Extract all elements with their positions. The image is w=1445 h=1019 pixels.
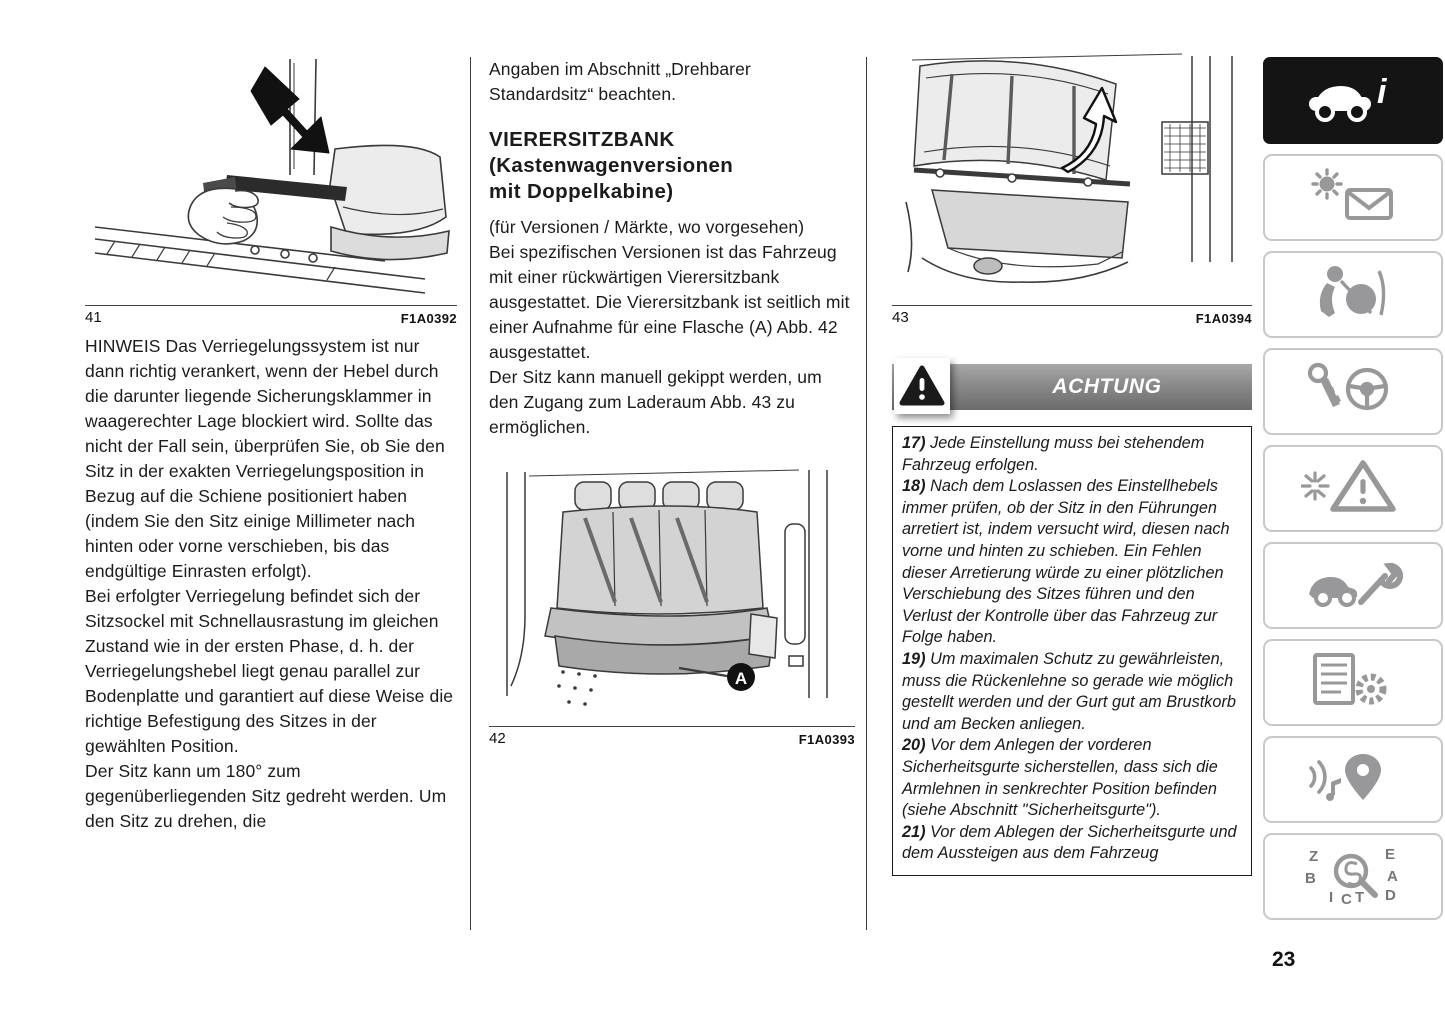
warning-item: 17) Jede Einstellung muss bei stehendem Fahrzeug erfolgen. xyxy=(902,434,1205,474)
figure-code: F1A0394 xyxy=(1195,311,1252,326)
multimedia-nav-icon xyxy=(1301,746,1405,813)
tab-multimedia xyxy=(1263,736,1443,823)
page-number: 23 xyxy=(1272,948,1296,971)
tab-technical-data xyxy=(1263,639,1443,726)
left-column xyxy=(85,57,457,834)
section-heading: VIERERSITZBANK (Kastenwagenversionen mit Doppelkabine) xyxy=(489,128,734,203)
tab-safety xyxy=(1263,251,1443,338)
tab-warning-lights xyxy=(1263,154,1443,241)
servicing-icon xyxy=(1301,552,1405,619)
figure-caption xyxy=(489,726,855,747)
right-column xyxy=(892,52,1252,876)
tab-servicing xyxy=(1263,542,1443,629)
svg-text:i: i xyxy=(1377,73,1387,111)
starting-driving-icon xyxy=(1301,358,1405,425)
paragraph: Bei erfolgter Verriegelung befindet sich der Sitzsockel mit Schnellausrastung im gleichen Zustand wie in der ersten Phase, d. h. der Verriegelungshebel liegt genau parallel zur Bodenplatte und garantiert auf diese Weise die richtige Befestigung des Sitzes in der gewählten Position. xyxy=(85,586,454,756)
warning-triangle-icon xyxy=(894,358,950,414)
paragraph: Der Sitz kann manuell gekippt werden, um den Zugang zum Laderaum Abb. 43 zu ermöglichen. xyxy=(489,367,822,437)
safety-airbag-icon xyxy=(1301,261,1405,328)
emergency-icon xyxy=(1301,455,1405,522)
warning-item: 18) Nach dem Loslassen des Einstellhebels immer prüfen, ob der Sitz in den Führungen arretiert ist, indem versucht wird, diesen nach vorne und hinten zu schieben. Ein Fehlen dieser Arretierung würde zu einer plötzlichen Verschiebung des Sitzes führen und den Verlust der Kontrolle über das Fahrzeug zur Folge haben. xyxy=(902,477,1230,647)
warning-lights-icon xyxy=(1301,164,1405,231)
tab-emergency xyxy=(1263,445,1443,532)
chapter-tab-sidebar xyxy=(1263,57,1443,920)
warning-item: 19) Um maximalen Schutz zu gewährleisten, muss die Rückenlehne so gerade wie möglich gestellt werden und der Gurt gut am Brustkorb und am Becken anliegen. xyxy=(902,649,1236,733)
middle-column xyxy=(489,57,855,747)
figure-43-illustration xyxy=(892,52,1252,326)
figure-41-illustration xyxy=(85,57,457,326)
figure-42-illustration xyxy=(489,466,855,747)
warning-title: ACHTUNG xyxy=(1052,375,1162,398)
svg-text:A: A xyxy=(734,669,748,688)
figure-code: F1A0393 xyxy=(798,732,855,747)
technical-data-icon xyxy=(1301,649,1405,716)
left-body-text xyxy=(85,334,457,834)
column-divider xyxy=(866,57,867,930)
svg-text:I: I xyxy=(1329,889,1334,905)
figure-number: 41 xyxy=(85,309,102,326)
warning-header xyxy=(892,362,1252,412)
vehicle-info-icon xyxy=(1301,67,1405,134)
tab-vehicle-info xyxy=(1263,57,1443,144)
svg-text:Z: Z xyxy=(1309,848,1319,865)
subnote: (für Versionen / Märkte, wo vorgesehen) xyxy=(489,217,805,237)
column-divider xyxy=(470,57,471,930)
svg-text:T: T xyxy=(1355,889,1365,905)
svg-text:E: E xyxy=(1385,846,1396,863)
warning-item: 20) Vor dem Anlegen der vorderen Sicherheitsgurte sicherstellen, dass sich die Armlehnen in senkrechter Position befinden (siehe Abschnitt "Sicherheitsgurte"). xyxy=(902,736,1218,820)
figure-caption xyxy=(85,305,457,326)
alphabetical-index-icon xyxy=(1301,843,1405,910)
figure-caption xyxy=(892,305,1252,326)
svg-text:B: B xyxy=(1305,870,1316,887)
paragraph: Der Sitz kann um 180° zum gegenüberliegenden Sitz gedreht werden. Um den Sitz zu drehen, die xyxy=(85,761,447,831)
tab-starting-driving xyxy=(1263,348,1443,435)
bottle-holder-label xyxy=(727,663,755,691)
svg-text:C: C xyxy=(1341,891,1352,905)
intro-text: Angaben im Abschnitt „Drehbarer Standardsitz“ beachten. xyxy=(489,59,751,104)
figure-code: F1A0392 xyxy=(400,311,457,326)
figure-number: 42 xyxy=(489,730,506,747)
paragraph: HINWEIS Das Verriegelungssystem ist nur dann richtig verankert, wenn der Hebel durch die darunter liegende Sicherungsklammer in waagerechter Lage blockiert wird. Sollte das nicht der Fall sein, überprüfen Sie, ob Sie den Sitz in der exakten Verriegelungsposition in Bezug auf die Schiene positioniert haben (indem Sie den Sitz einige Millimeter nach hinten oder vorne verschieben, bis das endgültige Einrasten erfolgt). xyxy=(85,336,445,581)
svg-text:A: A xyxy=(1387,868,1398,885)
figure-number: 43 xyxy=(892,309,909,326)
warning-box xyxy=(892,426,1252,876)
svg-text:D: D xyxy=(1385,887,1396,904)
paragraph: Bei spezifischen Versionen ist das Fahrzeug mit einer rückwärtigen Vierersitzbank ausgestattet. Die Vierersitzbank ist seitlich mit einer Aufnahme für eine Flasche (A) Abb. 42 ausgestattet. xyxy=(489,242,850,362)
tab-index xyxy=(1263,833,1443,920)
warning-item: 21) Vor dem Ablegen der Sicherheitsgurte und dem Aussteigen aus dem Fahrzeug xyxy=(902,822,1237,863)
